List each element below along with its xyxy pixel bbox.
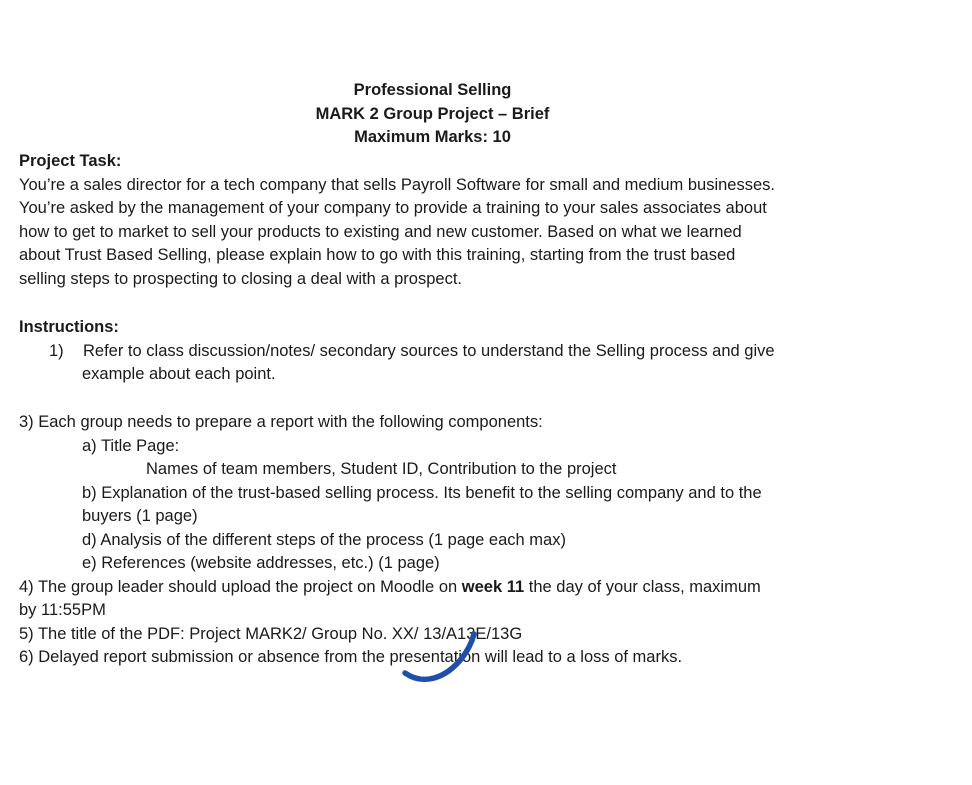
instructions-heading: Instructions:	[19, 318, 119, 336]
component-a: a) Title Page:	[82, 436, 180, 455]
task-line-4: about Trust Based Selling, please explain how to go with this training, starting from the trust based	[19, 246, 736, 264]
instructions-section	[19, 316, 879, 387]
instruction-item-1	[19, 340, 879, 364]
instruction-item-1-text: Refer to class discussion/notes/ secondary sources to understand the Selling process and give	[83, 341, 775, 360]
maximum-marks: Maximum Marks: 10	[354, 128, 511, 146]
component-b-continued: buyers (1 page)	[82, 507, 198, 525]
task-line-5: selling steps to prospecting to closing a deal with a prospect.	[19, 269, 463, 288]
pen-stroke-mark	[402, 626, 482, 688]
instruction-item-5: 5) The title of the PDF: Project MARK2/ Group No. XX/ 13/A13E/13G	[19, 624, 523, 643]
instruction-item-6: 6) Delayed report submission or absence from the presentation will lead to a loss of marks.	[19, 648, 683, 666]
instruction-item-1-number: 1)	[49, 341, 64, 360]
item-4-text-start: 4) The group leader should upload the project on Moodle on	[19, 577, 462, 596]
component-b: b) Explanation of the trust-based selling process. Its benefit to the selling company and to the	[82, 483, 762, 502]
instruction-item-3: 3) Each group needs to prepare a report with the following components:	[19, 413, 543, 431]
pen-stroke-path	[405, 634, 474, 679]
document-subtitle: MARK 2 Group Project – Brief	[315, 104, 550, 123]
component-d: d) Analysis of the different steps of the process (1 page each max)	[82, 530, 566, 549]
component-a-detail: Names of team members, Student ID, Contribution to the project	[146, 460, 617, 478]
project-task-section	[19, 150, 879, 291]
instruction-item-1-continued: example about each point.	[82, 365, 276, 383]
document-title: Professional Selling	[353, 81, 512, 99]
instruction-item-4-continued: by 11:55PM	[19, 601, 106, 619]
task-line-3: how to get to market to sell your products to existing and new customer. Based on what we learned	[19, 222, 742, 241]
project-task-heading: Project Task:	[19, 152, 122, 170]
item-4-deadline-week: week 11	[461, 577, 525, 596]
document-header	[0, 79, 865, 150]
instruction-item-4	[19, 576, 879, 600]
task-line-1: You’re a sales director for a tech company that sells Payroll Software for small and medium businesses.	[19, 175, 775, 194]
task-line-2: You’re asked by the management of your company to provide a training to your sales associates about	[19, 199, 767, 217]
item-4-text-end: the day of your class, maximum	[524, 577, 761, 596]
component-e: e) References (website addresses, etc.) (1 page)	[82, 554, 440, 572]
